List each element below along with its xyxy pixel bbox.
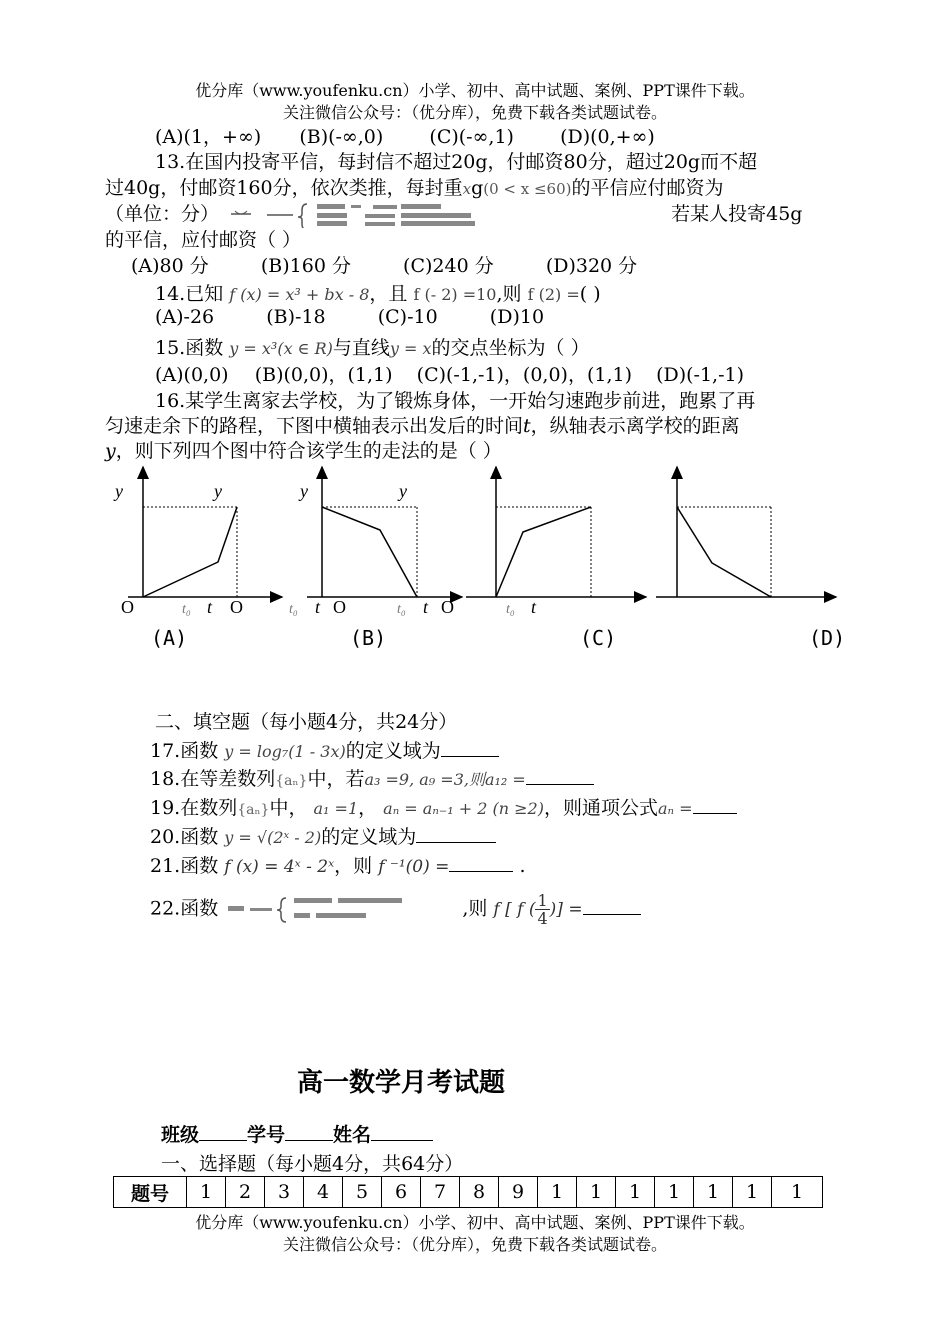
q13-unit-label: （单位：分） (105, 203, 220, 225)
graph-b-y-label: y (300, 481, 308, 501)
q13-option-b: (B)160 分 (260, 255, 351, 277)
q15-option-a: (A)(0,0) (155, 364, 229, 386)
q13-text-b: 的平信应付邮资为 (571, 177, 724, 199)
q13-text: 过40g，付邮资160分，依次类推，每封重 (105, 177, 463, 199)
answer-cell[interactable]: 7 (421, 1177, 460, 1208)
q14-options (155, 306, 544, 328)
q14-option-d: (D)10 (489, 306, 545, 328)
q13-line-2 (105, 173, 724, 200)
graph-a-y-label-2: y (214, 481, 222, 501)
answer-cell[interactable]: 1 (577, 1177, 616, 1208)
q17-suffix: 的定义域为 (345, 740, 441, 762)
q12-options (155, 122, 655, 149)
q22-fraction (535, 892, 549, 927)
answer-cell[interactable]: 8 (460, 1177, 499, 1208)
q14-then: ,则 (496, 283, 522, 305)
q13-unit-g: g (471, 177, 484, 199)
graph-b-origin: O (230, 597, 243, 617)
exam-title: 高一数学月考试题 (297, 1068, 506, 1098)
q15-line-eq: y = x (389, 339, 432, 358)
graph-c-origin: O (333, 597, 346, 617)
q22-answer-blank[interactable] (583, 896, 641, 915)
q14-mid: ，且 (369, 283, 408, 305)
q13-line-1: 13.在国内投寄平信，每封信不超过20g，付邮资80分，超过20g而不超 (155, 151, 758, 173)
answer-cell[interactable]: 5 (343, 1177, 382, 1208)
q16-text-b: ，纵轴表示离学校的距离 (530, 415, 740, 437)
q14-option-b: (B)-18 (266, 306, 326, 328)
q18-mid: 中，若 (307, 768, 365, 790)
q21-period: . (519, 855, 526, 877)
q15-function: y = x³(x ∈ R) (229, 339, 333, 358)
q20-answer-blank[interactable] (416, 824, 496, 843)
q17-expr: y = log₇(1 - 3x) (224, 742, 346, 761)
graph-c-label: (C) (580, 626, 617, 650)
q18-seq: {aₙ} (275, 773, 308, 789)
q19-ask: aₙ = (657, 799, 693, 818)
q16-var-t: t (523, 415, 531, 437)
graph-b (307, 467, 462, 597)
q22-then: ,则 (462, 897, 488, 920)
field-name-label: 姓名 (333, 1124, 372, 1146)
q15-prefix: 15.函数 (155, 337, 224, 359)
answer-table-header: 题号 (114, 1177, 187, 1208)
q17-answer-blank[interactable] (441, 738, 499, 757)
q18-line (150, 764, 594, 791)
q22-ask-post: )] = (549, 899, 583, 920)
q19-cond-1: a₁ =1 (313, 799, 359, 818)
answer-table (113, 1176, 823, 1208)
q20-suffix: 的定义域为 (321, 826, 417, 848)
q21-ask: f ⁻¹(0) = (378, 857, 450, 877)
graph-a-t: t (207, 597, 213, 617)
q13-option-c: (C)240 分 (403, 255, 494, 277)
q22-frac-den: 4 (537, 909, 548, 928)
header-line-1: 优分库（www.youfenku.cn）小学、初中、高中试题、案例、PPT课件下载。 (195, 81, 755, 100)
graph-a-t0: t₀ (182, 602, 191, 617)
q22-piecewise-formula-image (224, 895, 456, 925)
q15-options (155, 360, 744, 387)
field-class-label: 班级 (161, 1124, 200, 1146)
graph-d-origin: O (441, 597, 454, 617)
answer-cell[interactable]: 2 (226, 1177, 265, 1208)
q20-prefix: 20.函数 (150, 826, 219, 848)
q22-line (150, 892, 641, 927)
q18-answer-blank[interactable] (526, 766, 594, 785)
answer-cell[interactable]: 4 (304, 1177, 343, 1208)
student-info-fields (161, 1120, 433, 1147)
graph-b-t0: t₀ (289, 602, 298, 617)
graph-d (656, 467, 836, 597)
graph-d-t0: t₀ (506, 602, 515, 617)
q18-cond: a₃ =9, a₉ =3,则a₁₂ = (364, 770, 526, 789)
q15-suffix: 的交点坐标为（ ） (431, 337, 590, 359)
q21-line (150, 851, 526, 878)
graph-b-t: t (315, 597, 321, 617)
q22-frac-num: 1 (537, 891, 548, 910)
q14-option-c: (C)-10 (377, 306, 438, 328)
q16-line-2 (105, 411, 740, 438)
q17-line (150, 736, 499, 763)
graph-a-label: (A) (151, 626, 188, 650)
q14-ask: f (2) = (527, 285, 580, 304)
q15-option-c: (C)(-1,-1)，(0,0)，(1,1) (416, 364, 632, 386)
section2-heading: 二、填空题（每小题4分，共24分） (155, 711, 458, 733)
answer-cell[interactable]: 1 (733, 1177, 772, 1208)
footer-line-1: 优分库（www.youfenku.cn）小学、初中、高中试题、案例、PPT课件下载。 (195, 1213, 755, 1232)
q16-text-c: ，则下列四个图中符合该学生的走法的是（ ） (115, 440, 502, 462)
graph-b-y-label-2: y (399, 481, 407, 501)
answer-cell[interactable]: 3 (265, 1177, 304, 1208)
q12-option-c: (C)(-∞,1) (429, 126, 514, 148)
q14-paren: ( ) (579, 283, 601, 305)
q20-expr: y = √(2ˣ - 2) (224, 828, 322, 847)
q21-answer-blank[interactable] (449, 853, 513, 872)
q19-seq: {aₙ} (237, 802, 270, 818)
field-name-blank[interactable] (371, 1122, 433, 1141)
q21-mid: ，则 (334, 855, 373, 877)
graph-c-t0: t₀ (397, 602, 406, 617)
field-class-blank[interactable] (199, 1122, 247, 1141)
q16-line-1: 16.某学生离家去学校，为了锻炼身体，一开始匀速跑步前进，跑累了再 (155, 390, 756, 412)
q13-range: (0 < x ≤60) (483, 180, 572, 198)
graph-a-y-label: y (115, 481, 123, 501)
q20-line (150, 822, 496, 849)
q13-var-x: x (462, 180, 472, 198)
answer-table-row (114, 1177, 823, 1208)
answer-cell[interactable]: 1 (772, 1177, 823, 1208)
answer-cell[interactable]: 1 (538, 1177, 577, 1208)
q21-expr: f (x) = 4ˣ - 2ˣ (224, 857, 335, 877)
field-number-label: 学号 (247, 1124, 286, 1146)
field-number-blank[interactable] (285, 1122, 333, 1141)
q19-line: 19.在数列{aₙ}中， a₁ =1， aₙ = aₙ₋₁ + 2 (n ≥2)，则通项公式aₙ = (150, 793, 737, 820)
q12-option-d: (D)(0,+∞) (560, 126, 655, 148)
q12-option-a: (A)(1，+∞) (155, 126, 262, 148)
q16-text-a: 匀速走余下的路程，下图中横轴表示出发后的时间 (105, 415, 524, 437)
graph-a (128, 467, 282, 597)
q22-ask-pre: f [ f ( (493, 899, 536, 920)
q17-prefix: 17.函数 (150, 740, 219, 762)
answer-cell[interactable]: 1 (655, 1177, 694, 1208)
q13-option-a: (A)80 分 (131, 255, 209, 277)
q21-prefix: 21.函数 (150, 855, 219, 877)
q15-line (155, 333, 590, 360)
q22-prefix: 22.函数 (150, 897, 219, 920)
q13-line-4: 的平信，应付邮资（ ） (105, 229, 302, 251)
q14-function: f (x) = x³ + bx - 8 (229, 285, 370, 304)
graph-c-t: t (423, 597, 429, 617)
answer-cell[interactable]: 6 (382, 1177, 421, 1208)
q18-prefix: 18.在等差数列 (150, 768, 276, 790)
answer-cell[interactable]: 1 (694, 1177, 733, 1208)
section1-heading: 一、选择题（每小题4分，共64分） (161, 1153, 464, 1175)
q13-options (131, 251, 637, 278)
q19-mid: 中， (269, 797, 308, 819)
footer-line-2: 关注微信公众号：（优分库），免费下载各类试题试卷。 (282, 1235, 667, 1254)
q13-line-3 (105, 199, 802, 228)
q15-mid: 与直线 (332, 337, 390, 359)
graph-d-label: (D) (809, 626, 846, 650)
q16-graphs (0, 455, 950, 665)
answer-cell[interactable]: 9 (499, 1177, 538, 1208)
q15-option-d: (D)(-1,-1) (656, 364, 745, 386)
q14-condition: f (- 2) =10 (413, 285, 497, 304)
q15-option-b: (B)(0,0)，(1,1) (254, 364, 393, 386)
graph-d-t: t (531, 597, 537, 617)
header-line-2: 关注微信公众号：（优分库），免费下载各类试题试卷。 (282, 103, 667, 122)
q14-option-a: (A)-26 (155, 306, 215, 328)
q14-line (155, 279, 601, 306)
answer-cell[interactable]: 1 (616, 1177, 655, 1208)
answer-cell[interactable]: 1 (187, 1177, 226, 1208)
graph-b-label: (B) (350, 626, 387, 650)
q16-var-y: y (105, 440, 116, 462)
graph-c (466, 467, 646, 597)
q19-text: ，则通项公式 (543, 797, 658, 819)
q12-option-b: (B)(-∞,0) (299, 126, 384, 148)
graph-a-origin: O (121, 597, 134, 617)
q13-option-d: (D)320 分 (545, 255, 638, 277)
q13-question: 若某人投寄45g (671, 203, 803, 225)
q19-answer-blank[interactable] (693, 795, 737, 814)
q19-prefix: 19.在数列 (150, 797, 238, 819)
q19-cond-2: aₙ = aₙ₋₁ + 2 (n ≥2) (383, 799, 544, 818)
q14-prefix: 14.已知 (155, 283, 224, 305)
